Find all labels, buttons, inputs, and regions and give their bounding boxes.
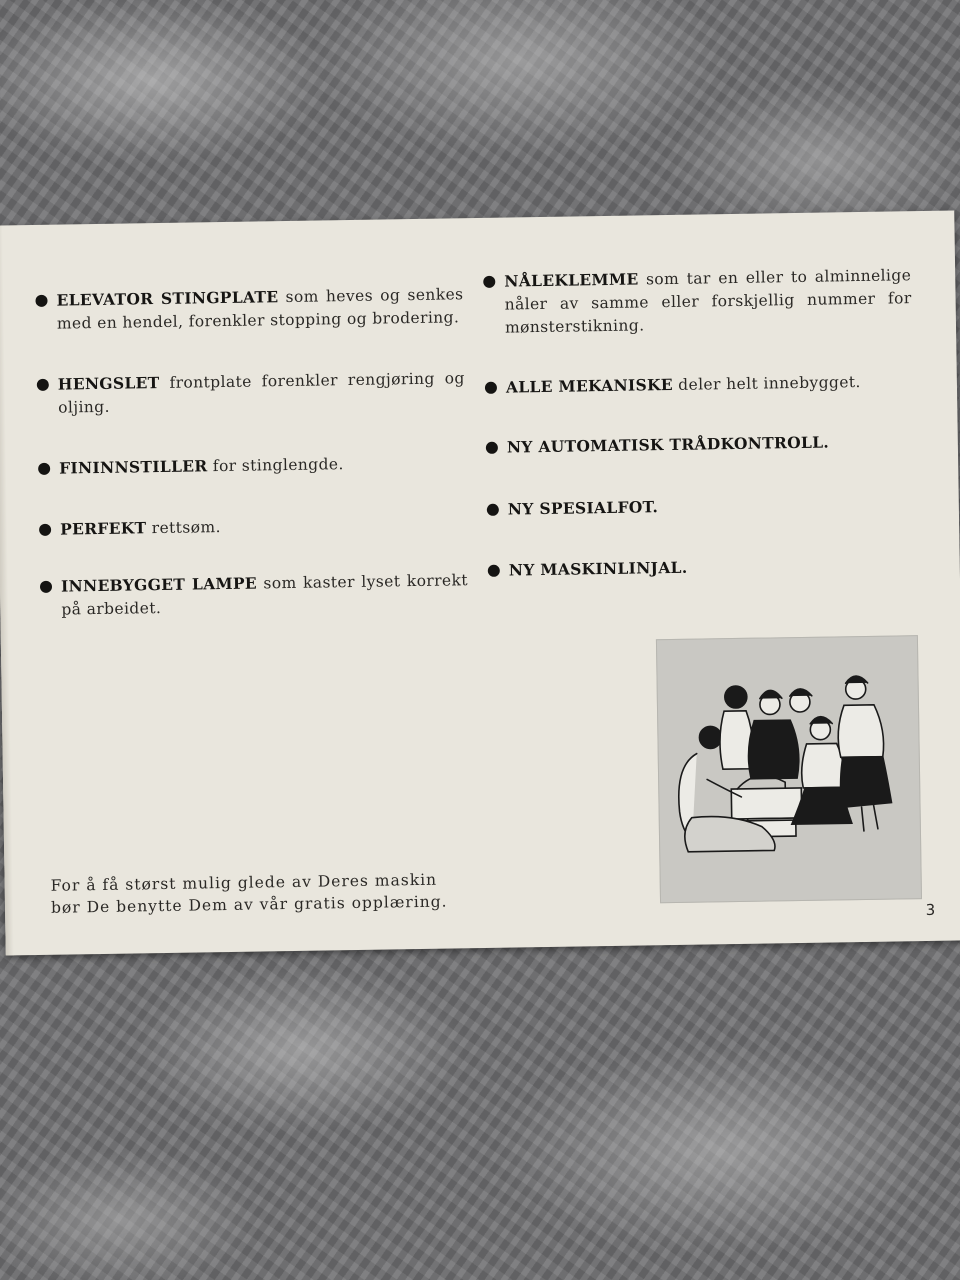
feature-title: NY AUTOMATISK TRÅDKONTROLL. <box>506 432 830 457</box>
feature-description: deler helt innebygget. <box>672 372 861 394</box>
feature-item <box>35 282 464 336</box>
feature-description: for stinglengde. <box>207 455 344 476</box>
feature-text <box>59 452 344 480</box>
feature-description: frontplate forenkler rengjøring og oljing. <box>58 369 465 417</box>
bullet-icon <box>39 524 51 536</box>
manual-page <box>0 211 960 956</box>
page-number: 3 <box>925 900 936 920</box>
feature-description: som kaster lyset korrekt på arbeidet. <box>61 571 469 619</box>
feature-text <box>509 556 688 583</box>
feature-description: som tar en eller to alminnelige nåler av samme eller forskjellig nummer for mønsterstikning. <box>504 266 912 337</box>
feature-text <box>507 431 830 460</box>
bullet-icon <box>488 565 500 577</box>
bullet-icon <box>35 295 47 307</box>
feature-item <box>485 369 913 400</box>
bullet-icon <box>37 379 49 391</box>
feature-item <box>39 511 467 542</box>
feature-item <box>487 491 915 522</box>
women-at-sewing-machine-illustration <box>656 635 922 903</box>
feature-description: som heves og senkes med en hendel, forenkler stopping og brodering. <box>56 285 464 333</box>
feature-title: ALLE MEKANISKE <box>505 374 674 397</box>
feature-title: NY MASKINLINJAL. <box>508 557 688 580</box>
feature-item <box>37 366 466 420</box>
bullet-icon <box>485 382 497 394</box>
feature-title: HENGSLET <box>57 373 160 394</box>
feature-title: FININNSTILLER <box>58 456 208 478</box>
feature-text <box>61 568 469 621</box>
feature-title: NY SPESIALFOT. <box>507 497 659 519</box>
bullet-icon <box>40 581 52 593</box>
feature-item <box>483 263 912 340</box>
feature-text <box>56 282 464 335</box>
feature-title: NÅLEKLEMME <box>504 269 639 291</box>
footer-line: For å få størst mulig glede av Deres maskin <box>50 870 438 895</box>
feature-item <box>486 429 914 460</box>
feature-text <box>58 366 466 419</box>
feature-title: PERFEKT <box>59 518 147 539</box>
feature-text <box>60 515 221 542</box>
bullet-icon <box>486 442 498 454</box>
feature-title: INNEBYGGET LAMPE <box>60 573 258 596</box>
feature-item <box>488 552 916 583</box>
bullet-icon <box>483 276 495 288</box>
illustration-drawing <box>657 636 921 902</box>
feature-text <box>508 495 659 521</box>
feature-text <box>506 370 861 400</box>
footer-note <box>51 868 462 918</box>
feature-title: ELEVATOR STINGPLATE <box>56 287 279 310</box>
footer-line: bør De benytte Dem av vår gratis opplæring. <box>50 892 448 917</box>
bullet-icon <box>38 463 50 475</box>
feature-description: rettsøm. <box>146 518 221 538</box>
feature-text <box>504 263 912 339</box>
feature-item <box>40 568 469 622</box>
feature-item <box>38 450 466 481</box>
bullet-icon <box>487 504 499 516</box>
